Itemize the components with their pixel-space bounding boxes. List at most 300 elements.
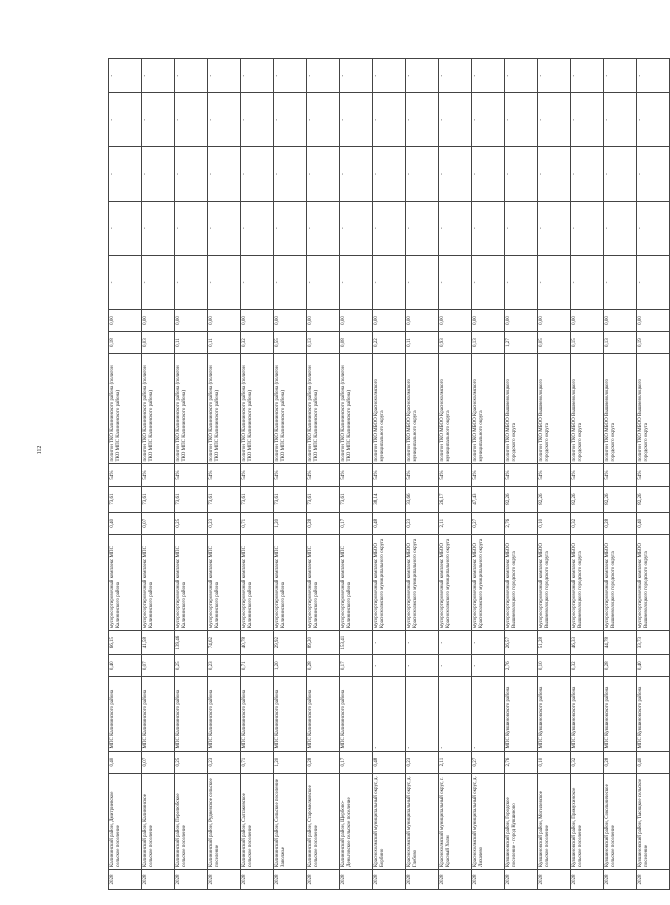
table-cell: мусоросортировочный комплекс МБОО Краснохолмского муниципального округа <box>406 534 439 630</box>
table-cell: - <box>505 255 538 309</box>
table-cell: - <box>307 59 340 93</box>
table-cell: Кувшиновский район, Городское поселение - город Кувшиново <box>505 773 538 869</box>
table-cell: Калининский район, Рудневское сельское поселение <box>208 773 241 869</box>
table-cell: полигон ТКО МБОО Краснохолмского муниципального округа <box>406 354 439 464</box>
table-cell: - <box>373 201 406 255</box>
table-cell: - <box>637 255 670 309</box>
table-cell: полигон ТКО МБОО Краснохолмского муниципального округа <box>373 354 406 464</box>
table-cell: 54% <box>571 464 604 486</box>
table-cell: 0,22 <box>373 332 406 354</box>
table-cell: - <box>208 201 241 255</box>
table-cell: 2,11 <box>439 512 472 534</box>
table-cell: - <box>109 255 142 309</box>
table-cell: - <box>340 59 373 93</box>
table-cell: Калининский район, Старомелковское сельское поселение <box>307 773 340 869</box>
table-cell: 0,07 <box>142 512 175 534</box>
table-row <box>241 59 274 890</box>
table-cell: мусоросортировочный комплекс МПС Калининского района <box>340 534 373 630</box>
table-cell: 1,20 <box>274 751 307 773</box>
table-cell: 54% <box>175 464 208 486</box>
table-cell: 0,40 <box>637 751 670 773</box>
table-cell: Калининский район, Сельское поселение Заволжье <box>274 773 307 869</box>
table-cell: - <box>340 93 373 147</box>
table-cell: 0,40 <box>109 512 142 534</box>
table-cell: 54% <box>406 464 439 486</box>
table-cell: - <box>274 93 307 147</box>
table-row <box>340 59 373 890</box>
table-cell: - <box>109 147 142 201</box>
table-cell: - <box>109 59 142 93</box>
table-row <box>538 59 571 890</box>
table-cell: 0,00 <box>373 309 406 331</box>
table-cell: Калининский район, Щербово-Деньговское сельское поселение <box>340 773 373 869</box>
table-cell: - <box>538 147 571 201</box>
table-cell: 0,23 <box>406 751 439 773</box>
table-cell: Краснохолмский муниципальный округ, г. Красный Холм <box>439 773 472 869</box>
table-cell: 73,61 <box>142 486 175 512</box>
table-cell: 0,23 <box>208 751 241 773</box>
table-row <box>604 59 637 890</box>
table-cell: мусоросортировочный комплекс МБОО Краснохолмского муниципального округа <box>373 534 406 630</box>
table-cell: 2028 <box>406 869 439 889</box>
table-cell: 2,76 <box>505 512 538 534</box>
table-cell: мусоросортировочный комплекс МБОО Краснохолмского муниципального округа <box>439 534 472 630</box>
table-row <box>142 59 175 890</box>
table-cell: 0,00 <box>109 309 142 331</box>
table-cell: - <box>307 147 340 201</box>
table-cell: 54% <box>307 464 340 486</box>
table-cell: 0,18 <box>109 332 142 354</box>
table-cell: 54% <box>109 464 142 486</box>
table-cell: полигон ТКО МБОО Краснохолмского муниципального округа <box>472 354 505 464</box>
table-cell: - <box>571 147 604 201</box>
table-cell: полигон ТКО Калининского района (полигон ТКО МПС Калининского района) <box>241 354 274 464</box>
table-cell: 82,26 <box>571 486 604 512</box>
table-cell: 0,00 <box>439 309 472 331</box>
table-cell: - <box>373 255 406 309</box>
table-cell: - <box>109 201 142 255</box>
table-cell: полигон ТКО Калининского района (полигон ТКО МПС Калининского района) <box>340 354 373 464</box>
table-cell: - <box>274 255 307 309</box>
table-cell: Кувшиновский район, Могилевское сельское поселение <box>538 773 571 869</box>
table-cell: 73,61 <box>175 486 208 512</box>
table-cell: - <box>373 93 406 147</box>
table-cell: 0,00 <box>538 309 571 331</box>
table-cell: 54% <box>340 464 373 486</box>
table-cell: 54% <box>274 464 307 486</box>
table-cell: 1,20 <box>274 655 307 677</box>
table-cell: - <box>241 147 274 201</box>
table-cell: 47,43 <box>472 486 505 512</box>
table-cell: - <box>208 93 241 147</box>
table-cell: 2028 <box>274 869 307 889</box>
table-cell: Калининский район, Калининское сельское поселение <box>142 773 175 869</box>
table-cell: 51,28 <box>538 631 571 655</box>
table-cell: 0,07 <box>142 751 175 773</box>
table-cell: 0,13 <box>472 332 505 354</box>
table-cell: - <box>307 93 340 147</box>
table-cell: - <box>241 255 274 309</box>
table-cell: мусоросортировочный комплекс МПС Калининского района <box>274 534 307 630</box>
table-cell: - <box>142 93 175 147</box>
table-cell: - <box>505 147 538 201</box>
page-number: 112 <box>37 445 43 455</box>
table-row <box>307 59 340 890</box>
table-cell: - <box>241 93 274 147</box>
table-cell: 1,27 <box>505 332 538 354</box>
table-cell: 0,00 <box>505 309 538 331</box>
table-cell: - <box>241 59 274 93</box>
table-cell: 0,00 <box>241 309 274 331</box>
table-cell: МПС Кувшиновского района <box>505 677 538 751</box>
table-cell: 82,26 <box>538 486 571 512</box>
table-cell: - <box>373 631 406 655</box>
table-cell: - <box>175 201 208 255</box>
table-cell: - <box>604 201 637 255</box>
table-cell: 0,28 <box>307 751 340 773</box>
table-cell: - <box>142 147 175 201</box>
table-cell: 2028 <box>208 869 241 889</box>
table-cell: - <box>406 93 439 147</box>
table-cell: 0,27 <box>472 751 505 773</box>
table-cell: 54% <box>142 464 175 486</box>
table-cell: 54% <box>604 464 637 486</box>
table-cell: 54% <box>439 464 472 486</box>
table-cell: 2,11 <box>439 751 472 773</box>
table-cell: - <box>307 201 340 255</box>
table-row <box>637 59 670 890</box>
table-cell: МПС Калининского района <box>274 677 307 751</box>
table-body <box>109 59 670 890</box>
table-cell: Краснохолмский муниципальный округ, д. Лихачево <box>472 773 505 869</box>
table-cell: Краснохолмский муниципальный округ, д. Борбино <box>373 773 406 869</box>
table-cell: - <box>274 59 307 93</box>
table-cell: Калининский район, Перелюбское сельское поселение <box>175 773 208 869</box>
table-row <box>472 59 505 890</box>
table-cell: - <box>472 255 505 309</box>
table-cell: 0,48 <box>373 751 406 773</box>
table-cell: 2028 <box>505 869 538 889</box>
table-cell: 2028 <box>175 869 208 889</box>
table-cell: 0,32 <box>571 751 604 773</box>
table-cell: МПС Калининского района <box>208 677 241 751</box>
table-cell: - <box>274 147 307 201</box>
table-cell: полигон ТКО Калининского района (полигон ТКО МПС Калининского района) <box>208 354 241 464</box>
table-cell: полигон ТКО Калининского района (полигон ТКО МПС Калининского района) <box>307 354 340 464</box>
table-cell: мусоросортировочный комплекс МПС Калининского района <box>208 534 241 630</box>
table-cell: 0,00 <box>142 309 175 331</box>
table-cell: - <box>472 59 505 93</box>
table-cell: 0,23 <box>406 512 439 534</box>
table-cell: - <box>340 201 373 255</box>
table-row <box>406 59 439 890</box>
table-cell: 0,40 <box>637 655 670 677</box>
table-cell: МПС Калининского района <box>142 677 175 751</box>
table-cell: 54% <box>538 464 571 486</box>
table-cell: 2028 <box>109 869 142 889</box>
table-cell: полигон ТКО МБОО Вышневолоцкого городского округа <box>571 354 604 464</box>
table-cell: 0,27 <box>472 512 505 534</box>
table-cell: 0,25 <box>175 512 208 534</box>
table-cell: 2028 <box>307 869 340 889</box>
table-cell: 26,17 <box>439 486 472 512</box>
table-cell: - <box>208 59 241 93</box>
table-cell: - <box>538 93 571 147</box>
table-cell: - <box>241 201 274 255</box>
table-cell: - <box>439 59 472 93</box>
table-cell: МПС Калининского района <box>109 677 142 751</box>
table-cell: Краснохолмский муниципальный округ, д. Глебово <box>406 773 439 869</box>
table-cell: 73,61 <box>109 486 142 512</box>
table-cell: 2,76 <box>505 655 538 677</box>
table-cell: - <box>439 655 472 677</box>
table-cell: - <box>406 255 439 309</box>
table-cell: мусоросортировочный комплекс МПС Калининского района <box>241 534 274 630</box>
table-cell: 0,00 <box>208 309 241 331</box>
table-cell: - <box>373 59 406 93</box>
table-cell: МПС Калининского района <box>340 677 373 751</box>
table-cell: 29,92 <box>274 631 307 655</box>
table-cell: - <box>208 255 241 309</box>
table-cell: полигон ТКО Калининского района (полигон ТКО МПС Калининского района) <box>274 354 307 464</box>
table-cell: Кувшиновский район, Прямухинское сельское поселение <box>571 773 604 869</box>
table-cell: - <box>637 201 670 255</box>
table-cell: Калининский район, Дмитриевское сельское поселение <box>109 773 142 869</box>
table-cell: 38,14 <box>373 486 406 512</box>
table-cell: 0,00 <box>604 309 637 331</box>
table-cell: - <box>208 147 241 201</box>
table-cell: 0,28 <box>604 751 637 773</box>
table-row <box>208 59 241 890</box>
table-cell: - <box>505 59 538 93</box>
table-row <box>274 59 307 890</box>
table-cell: МПС Калининского района <box>241 677 274 751</box>
table-cell: 0,25 <box>175 751 208 773</box>
table-cell: 0,32 <box>571 655 604 677</box>
table-cell: 2028 <box>538 869 571 889</box>
table-cell: 73,61 <box>340 486 373 512</box>
table-cell: 153,41 <box>340 631 373 655</box>
table-row <box>505 59 538 890</box>
table-cell: - <box>571 93 604 147</box>
table-cell: 54% <box>208 464 241 486</box>
table-cell: 2028 <box>142 869 175 889</box>
table-cell: 1,20 <box>274 512 307 534</box>
table-cell: полигон ТКО Калининского района (полигон ТКО МПС Калининского района) <box>109 354 142 464</box>
table-cell: полигон ТКО МБОО Вышневолоцкого городского округа <box>538 354 571 464</box>
table-cell: 0,28 <box>307 512 340 534</box>
table-cell: - <box>406 59 439 93</box>
table-cell: - <box>604 147 637 201</box>
table-cell: 0,00 <box>340 309 373 331</box>
table-cell: 74,62 <box>208 631 241 655</box>
table-cell: 0,40 <box>637 512 670 534</box>
table-cell: 73,61 <box>307 486 340 512</box>
table-cell: - <box>439 631 472 655</box>
table-cell: - <box>505 201 538 255</box>
table-row <box>373 59 406 890</box>
table-cell: полигон ТКО Калининского района (полигон ТКО МПС Калининского района) <box>175 354 208 464</box>
table-cell: - <box>637 147 670 201</box>
table-cell: МПС Кувшиновского района <box>604 677 637 751</box>
table-cell: 0,10 <box>538 655 571 677</box>
table-cell: мусоросортировочный комплекс МБОО Вышневолоцкого городского округа <box>571 534 604 630</box>
table-cell: 0,71 <box>241 751 274 773</box>
table-cell: 89,20 <box>307 631 340 655</box>
table-cell: Кувшиновский район, Тысяцкое сельское поселение <box>637 773 670 869</box>
table-cell: 0,17 <box>340 751 373 773</box>
table-cell: 0,40 <box>109 751 142 773</box>
table-cell: 0,00 <box>406 309 439 331</box>
table-cell: 0,05 <box>538 332 571 354</box>
table-cell: 2028 <box>373 869 406 889</box>
table-cell: 0,71 <box>241 512 274 534</box>
table-cell: 2028 <box>571 869 604 889</box>
table-cell: - <box>472 677 505 751</box>
table-cell: МПС Кувшиновского района <box>571 677 604 751</box>
table-cell: 0,28 <box>604 655 637 677</box>
table-cell: 0,00 <box>472 309 505 331</box>
table-cell: 73,61 <box>208 486 241 512</box>
table-cell: мусоросортировочный комплекс МПС Калининского района <box>307 534 340 630</box>
table-cell: мусоросортировочный комплекс МБОО Краснохолмского муниципального округа <box>472 534 505 630</box>
table-cell: - <box>142 255 175 309</box>
table-cell: - <box>472 93 505 147</box>
table-cell: 54% <box>637 464 670 486</box>
table-cell: - <box>604 59 637 93</box>
table-cell: - <box>175 147 208 201</box>
table-cell: 0,00 <box>274 309 307 331</box>
table-cell: 54% <box>472 464 505 486</box>
table-cell: 54% <box>505 464 538 486</box>
table-cell: 0,13 <box>307 332 340 354</box>
table-cell: 0,11 <box>208 332 241 354</box>
table-cell: 0,03 <box>142 332 175 354</box>
table-cell: - <box>274 201 307 255</box>
table-cell: мусоросортировочный комплекс МБОО Вышневолоцкого городского округа <box>604 534 637 630</box>
table-row <box>109 59 142 890</box>
table-cell: полигон ТКО МБОО Вышневолоцкого городского округа <box>505 354 538 464</box>
table-cell: 2028 <box>604 869 637 889</box>
table-cell: 0,07 <box>142 655 175 677</box>
table-cell: 0,17 <box>340 655 373 677</box>
table-cell: полигон ТКО МБОО Вышневолоцкого городского округа <box>604 354 637 464</box>
table-cell: 139,46 <box>175 631 208 655</box>
table-cell: 0,17 <box>340 512 373 534</box>
table-cell: 26,57 <box>505 631 538 655</box>
table-cell: мусоросортировочный комплекс МПС Калининского района <box>175 534 208 630</box>
table-cell: - <box>340 255 373 309</box>
table-cell: Кувшиновский район, Сокольническое сельское поселение <box>604 773 637 869</box>
table-cell: 33,66 <box>406 486 439 512</box>
table-cell: 0,11 <box>175 332 208 354</box>
table-cell: полигон ТКО Калининского района (полигон ТКО МПС Калининского района) <box>142 354 175 464</box>
table-cell: МПС Калининского района <box>175 677 208 751</box>
table-cell: - <box>637 59 670 93</box>
table-cell: - <box>637 93 670 147</box>
table-cell: МПС Кувшиновского района <box>538 677 571 751</box>
table-cell: 0,00 <box>571 309 604 331</box>
table-cell: Калининский район, Салтаковское сельское поселение <box>241 773 274 869</box>
table-cell: мусоросортировочный комплекс МБОО Вышневолоцкого городского округа <box>637 534 670 630</box>
table-cell: 54% <box>241 464 274 486</box>
table-cell: - <box>439 201 472 255</box>
table-cell: - <box>472 201 505 255</box>
table-cell: 0,10 <box>538 751 571 773</box>
table-cell: мусоросортировочный комплекс МБОО Вышневолоцкого городского округа <box>505 534 538 630</box>
table-cell: 0,11 <box>406 332 439 354</box>
table-cell: 2028 <box>340 869 373 889</box>
table-cell: 73,61 <box>241 486 274 512</box>
table-cell: - <box>406 655 439 677</box>
rotated-table-wrapper <box>108 58 650 890</box>
table-cell: 2,76 <box>505 751 538 773</box>
table-cell: - <box>571 201 604 255</box>
table-cell: 0,28 <box>604 512 637 534</box>
table-cell: - <box>406 147 439 201</box>
table-row <box>571 59 604 890</box>
table-cell: 0,08 <box>340 332 373 354</box>
table-cell: - <box>439 93 472 147</box>
table-cell: МПС Калининского района <box>307 677 340 751</box>
table-cell: - <box>505 93 538 147</box>
table-cell: - <box>538 201 571 255</box>
table-cell: 46,33 <box>571 631 604 655</box>
table-cell: 41,58 <box>142 631 175 655</box>
table-cell: 0,71 <box>241 655 274 677</box>
table-cell: 2028 <box>637 869 670 889</box>
table-cell: - <box>373 147 406 201</box>
table-cell: 0,23 <box>208 655 241 677</box>
table-cell: - <box>307 255 340 309</box>
table-cell: - <box>439 255 472 309</box>
table-cell: - <box>538 59 571 93</box>
table-cell: МПС Кувшиновского района <box>637 677 670 751</box>
scanned-page <box>108 58 650 890</box>
table-cell: 33,73 <box>637 631 670 655</box>
table-cell: 0,10 <box>538 512 571 534</box>
table-cell: - <box>340 147 373 201</box>
table-cell: 0,00 <box>637 309 670 331</box>
table-cell: - <box>109 93 142 147</box>
table-cell: 0,48 <box>373 512 406 534</box>
table-cell: 66,15 <box>109 631 142 655</box>
waste-flow-table <box>108 58 670 890</box>
table-cell: мусоросортировочный комплекс МПС Калининского района <box>142 534 175 630</box>
table-cell: - <box>373 677 406 751</box>
table-cell: - <box>571 59 604 93</box>
table-cell: - <box>472 147 505 201</box>
table-cell: 0,32 <box>571 512 604 534</box>
table-cell: - <box>406 631 439 655</box>
table-cell: 0,93 <box>439 332 472 354</box>
table-cell: 0,28 <box>307 655 340 677</box>
table-cell: - <box>373 655 406 677</box>
table-cell: 0,13 <box>604 332 637 354</box>
table-cell: 0,19 <box>637 332 670 354</box>
table-cell: 2028 <box>472 869 505 889</box>
table-cell: мусоросортировочный комплекс МБОО Вышневолоцкого городского округа <box>538 534 571 630</box>
table-cell: 2028 <box>241 869 274 889</box>
table-cell: - <box>472 631 505 655</box>
table-cell: - <box>142 59 175 93</box>
table-cell: 2028 <box>439 869 472 889</box>
table-cell: - <box>175 255 208 309</box>
table-cell: 40,78 <box>241 631 274 655</box>
table-cell: 0,15 <box>571 332 604 354</box>
table-cell: - <box>175 93 208 147</box>
table-cell: - <box>439 677 472 751</box>
